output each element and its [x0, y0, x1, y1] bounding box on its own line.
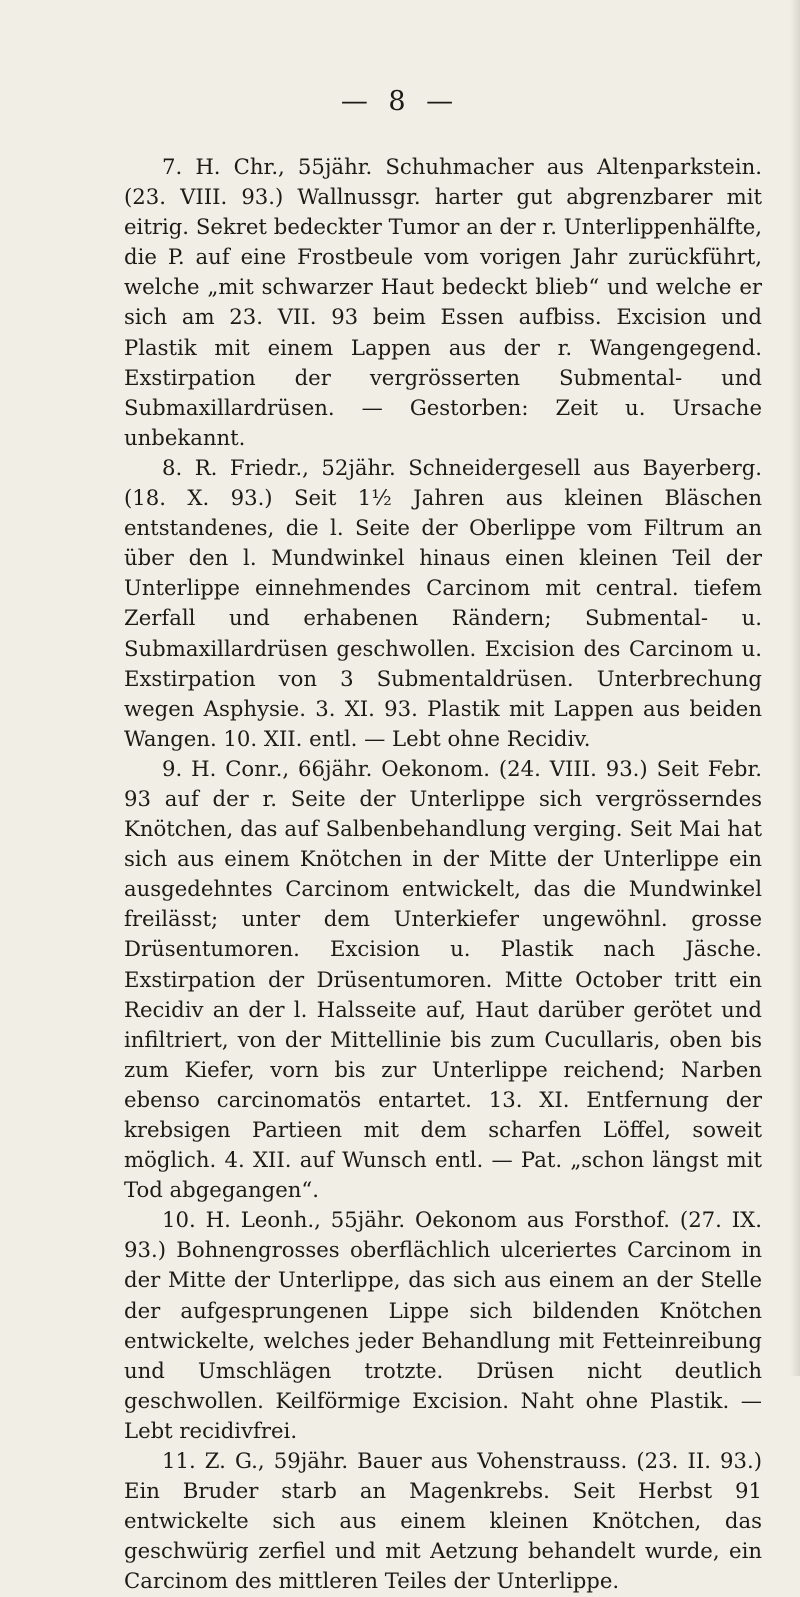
body-text — [124, 152, 762, 1597]
page-number: — 8 — — [340, 86, 460, 117]
case-paragraph-7: 7. H. Chr., 55jähr. Schuhmacher aus Altenparkstein. (23. VIII. 93.) Wallnussgr. harter gut abgrenzbarer mit eitrig. Sekret bedeckter Tumor an der r. Unterlippenhälfte, die P. auf eine Frostbeule vom vorigen Jahr zurückführt, welche „mit schwarzer Haut bedeckt blieb“ und welche er sich am 23. VII. 93 beim Essen aufbiss. Excision und Plastik mit einem Lappen aus der r. Wangengegend. Exstirpation der vergrösserten Submental- und Submaxillardrüsen. — Gestorben: Zeit u. Ursache unbekannt. — [124, 154, 762, 450]
scan-edge-shadow — [790, 0, 800, 1376]
case-paragraph-11: 11. Z. G., 59jähr. Bauer aus Vohenstrauss. (23. II. 93.) Ein Bruder starb an Magenkrebs. Seit Herbst 91 entwickelte sich aus einem kleinen Knötchen, das geschwürig zerfiel und mit Aetzung behandelt wurde, ein Carcinom des mittleren Teiles der Unterlippe. — [124, 1448, 762, 1594]
case-paragraph-9: 9. H. Conr., 66jähr. Oekonom. (24. VIII. 93.) Seit Febr. 93 auf der r. Seite der Unterlippe sich vergrösserndes Knötchen, das auf Salbenbehandlung verging. Seit Mai hat sich aus einem Knötchen in der Mitte der Unterlippe ein ausgedehntes Carcinom entwickelt, das die Mundwinkel freilässt; unter dem Unterkiefer ungewöhnl. grosse Drüsentumoren. Excision u. Plastik nach Jäsche. Exstirpation der Drüsentumoren. Mitte October tritt ein Recidiv an der l. Halsseite auf, Haut darüber gerötet und infiltriert, von der Mittellinie bis zum Cucullaris, oben bis zum Kiefer, vorn bis zur Unterlippe reichend; Narben ebenso carcinomatös entartet. 13. XI. Entfernung der krebsigen Partieen mit dem scharfen Löffel, soweit möglich. 4. XII. auf Wunsch entl. — Pat. „schon längst mit Tod abgegangen“. — [124, 755, 762, 1203]
case-paragraph-10: 10. H. Leonh., 55jähr. Oekonom aus Forsthof. (27. IX. 93.) Bohnengrosses oberflächlich ulceriertes Carcinom in der Mitte der Unterlippe, das sich aus einem an der Stelle der aufgesprungenen Lippe sich bildenden Knötchen entwickelte, welches jeder Behandlung mit Fetteinreibung und Umschlägen trotzte. Drüsen nicht deutlich geschwollen. Keilförmige Excision. Naht ohne Plastik. — Lebt recidivfrei. — [124, 1207, 762, 1443]
case-paragraph-8: 8. R. Friedr., 52jähr. Schneidergesell aus Bayerberg. (18. X. 93.) Seit 1½ Jahren aus kleinen Bläschen entstandenes, die l. Seite der Oberlippe vom Filtrum an über den l. Mundwinkel hinaus einen kleinen Teil der Unterlippe einnehmendes Carcinom mit central. tiefem Zerfall und erhabenen Rändern; Submental- u. Submaxillardrüsen geschwollen. Excision des Carcinom u. Exstirpation von 3 Submentaldrüsen. Unterbrechung wegen Asphysie. 3. XI. 93. Plastik mit Lappen aus beiden Wangen. 10. XII. entl. — Lebt ohne Recidiv. — [124, 454, 762, 751]
